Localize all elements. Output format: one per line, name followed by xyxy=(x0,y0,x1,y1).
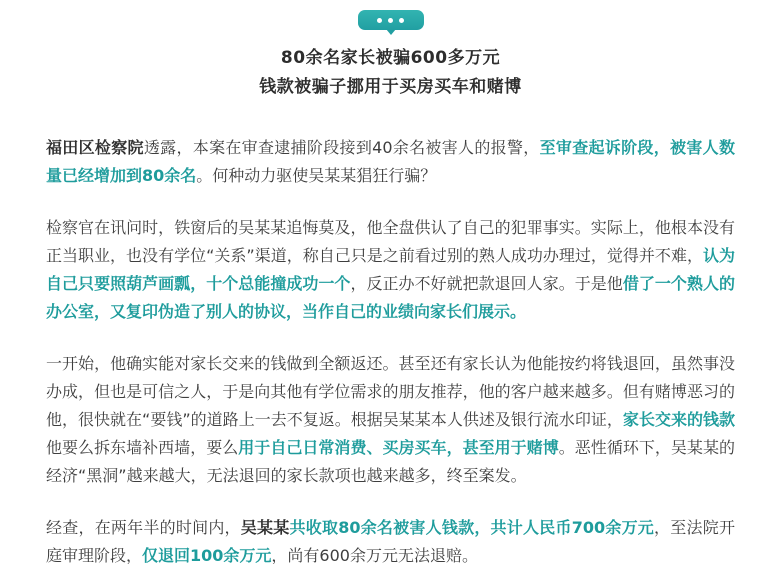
text-segment-teal: 认为自己只要照葫芦画瓢，十个总能撞成功一个 xyxy=(46,246,735,293)
text-segment-normal: 检察官在讯问时，铁窗后的吴某某追悔莫及，他全盘供认了自己的犯罪事实。实际上，他根本没有正当职业，也没有学位“关系”渠道，称自己只是之前看过别的熟人成功办理过，觉得并不难， xyxy=(46,218,735,265)
text-segment-teal: 仅退回100余万元 xyxy=(142,546,272,564)
article-title xyxy=(46,44,735,102)
text-segment-teal: 家长交来的钱款 xyxy=(622,410,735,429)
paragraph-4 xyxy=(46,514,735,564)
dot xyxy=(388,18,393,23)
text-segment-bold-dark: 福田区检察院 xyxy=(46,138,144,157)
text-segment-teal: 共收取80余名被害人钱款，共计人民币700余万元 xyxy=(289,518,655,537)
text-segment-normal: 经查，在两年半的时间内， xyxy=(46,518,241,537)
text-segment-teal: 至审查起诉阶段，被害人数量已经增加到80余名 xyxy=(46,138,735,185)
paragraph-2 xyxy=(46,214,735,326)
text-segment-normal: 一开始，他确实能对家长交来的钱做到全额返还。甚至还有家长认为他能按约将钱退回，虽然事没办成，但也是可信之人，于是向其他有学位需求的朋友推荐，他的客户越来越多。但有赌博恶习的他，很快就在“要钱”的道路上一去不复返。根据吴某某本人供述及银行流水印证， xyxy=(46,354,735,429)
text-segment-normal: 。恶性循环下，吴某某的经济“黑洞”越来越大，无法退回的家长款项也越来越多，终至案发。 xyxy=(46,438,735,485)
text-segment-normal: ，尚有600余万元无法退赔。 xyxy=(271,546,478,564)
ellipsis-dots xyxy=(358,10,424,30)
dot xyxy=(399,18,404,23)
paragraph-3 xyxy=(46,350,735,490)
text-segment-normal: 他要么拆东墙补西墙，要么 xyxy=(46,438,239,457)
text-segment-normal: 。何种动力驱使吴某某猖狂行骗？ xyxy=(196,166,437,185)
header-icon-row xyxy=(46,8,735,38)
dot xyxy=(377,18,382,23)
text-segment-normal: ，反正办不好就把款退回人家。于是他 xyxy=(350,274,623,293)
article-body xyxy=(46,134,735,564)
text-segment-normal: ，至法院开庭审理阶段， xyxy=(46,518,735,564)
text-segment-normal: 透露，本案在审查逮捕阶段接到40余名被害人的报警， xyxy=(143,138,540,157)
article-title-line2: 钱款被骗子挪用于买房买车和赌博 xyxy=(259,77,522,97)
text-segment-teal: 用于自己日常消费、买房买车，甚至用于赌博 xyxy=(238,438,559,457)
text-segment-bold-dark: 吴某某 xyxy=(240,518,290,537)
article-title-line1: 80余名家长被骗600多万元 xyxy=(280,48,501,68)
paragraph-1 xyxy=(46,134,735,190)
ellipsis-speech-bubble-icon xyxy=(358,10,424,30)
text-segment-teal: 借了一个熟人的办公室，又复印伪造了别人的协议，当作自己的业绩向家长们展示。 xyxy=(46,274,735,321)
